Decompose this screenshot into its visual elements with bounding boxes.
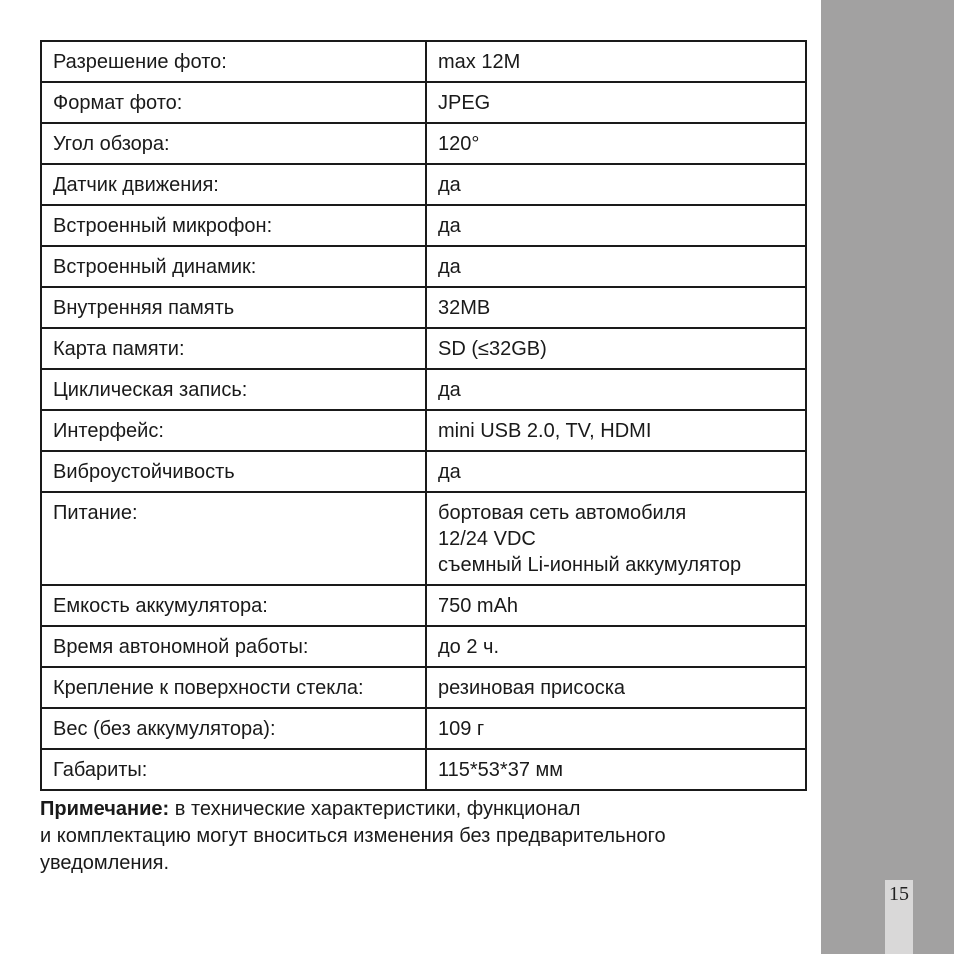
spec-value	[426, 585, 806, 626]
spec-value	[426, 749, 806, 790]
table-row	[41, 410, 806, 451]
table-row	[41, 451, 806, 492]
spec-value	[426, 708, 806, 749]
spec-value-line: да	[438, 256, 461, 278]
table-row	[41, 123, 806, 164]
spec-value	[426, 667, 806, 708]
spec-label: Циклическая запись:	[41, 369, 426, 410]
spec-label: Емкость аккумулятора:	[41, 585, 426, 626]
table-row	[41, 667, 806, 708]
table-row	[41, 626, 806, 667]
spec-label: Внутренняя память	[41, 287, 426, 328]
specifications-table-body	[41, 41, 806, 790]
table-row	[41, 41, 806, 82]
spec-label: Датчик движения:	[41, 164, 426, 205]
spec-value-line: да	[438, 379, 461, 401]
spec-value-line: 115*53*37 мм	[438, 759, 563, 781]
spec-label: Крепление к поверхности стекла:	[41, 667, 426, 708]
spec-value	[426, 246, 806, 287]
spec-label: Встроенный микрофон:	[41, 205, 426, 246]
spec-value-line: SD (≤32GB)	[438, 338, 547, 360]
table-row	[41, 328, 806, 369]
table-row	[41, 585, 806, 626]
spec-value-line: бортовая сеть автомобиля	[438, 502, 687, 524]
table-row	[41, 708, 806, 749]
table-row	[41, 205, 806, 246]
note-line-2: и комплектацию могут вноситься изменения без предварительного	[40, 825, 666, 847]
spec-value	[426, 123, 806, 164]
spec-value-line: 109 г	[438, 718, 485, 740]
note-line-1: в технические характеристики, функционал	[174, 798, 581, 820]
spec-label: Формат фото:	[41, 82, 426, 123]
page-number: 15	[889, 883, 909, 905]
spec-value-line: mini USB 2.0, TV, HDMI	[438, 420, 652, 442]
spec-value-line: 120°	[438, 133, 480, 155]
spec-value	[426, 410, 806, 451]
spec-value-line: 12/24 VDC	[438, 528, 536, 550]
spec-label: Габариты:	[41, 749, 426, 790]
spec-label: Разрешение фото:	[41, 41, 426, 82]
spec-label: Интерфейс:	[41, 410, 426, 451]
spec-label: Виброустойчивость	[41, 451, 426, 492]
table-row	[41, 749, 806, 790]
spec-value	[426, 82, 806, 123]
table-row	[41, 492, 806, 585]
spec-value-line: да	[438, 174, 461, 196]
table-row	[41, 164, 806, 205]
spec-value-line: резиновая присоска	[438, 677, 626, 699]
table-row	[41, 369, 806, 410]
spec-label: Питание:	[41, 492, 426, 585]
spec-value	[426, 492, 806, 585]
spec-value	[426, 328, 806, 369]
note-line-3: уведомления.	[40, 852, 170, 874]
spec-value-line: 32MB	[438, 297, 491, 319]
spec-value-line: да	[438, 215, 461, 237]
spec-value	[426, 287, 806, 328]
note	[40, 796, 800, 877]
spec-label: Карта памяти:	[41, 328, 426, 369]
table-row	[41, 287, 806, 328]
side-strip	[821, 0, 954, 954]
spec-label: Угол обзора:	[41, 123, 426, 164]
table-row	[41, 246, 806, 287]
spec-label: Встроенный динамик:	[41, 246, 426, 287]
page-number-tab	[885, 880, 913, 954]
spec-value-line: 750 mAh	[438, 595, 519, 617]
spec-value-line: max 12M	[438, 51, 521, 73]
spec-label: Вес (без аккумулятора):	[41, 708, 426, 749]
spec-value-line: съемный Li-ионный аккумулятор	[438, 554, 742, 576]
spec-value	[426, 369, 806, 410]
spec-label: Время автономной работы:	[41, 626, 426, 667]
specifications-table	[40, 40, 807, 791]
spec-value	[426, 626, 806, 667]
spec-value	[426, 205, 806, 246]
spec-value-line: JPEG	[438, 92, 491, 114]
spec-value	[426, 41, 806, 82]
spec-value-line: до 2 ч.	[438, 636, 500, 658]
spec-value	[426, 451, 806, 492]
note-label: Примечание:	[40, 798, 170, 820]
spec-value	[426, 164, 806, 205]
spec-value-line: да	[438, 461, 461, 483]
table-row	[41, 82, 806, 123]
